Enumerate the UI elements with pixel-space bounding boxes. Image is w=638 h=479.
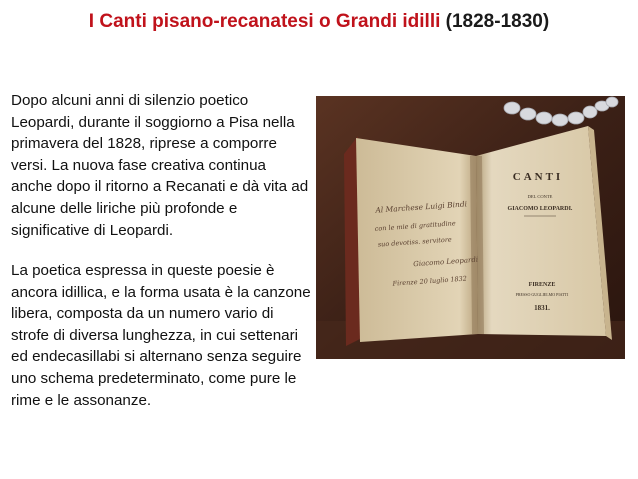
book-year: 1831. [534, 304, 550, 312]
paragraph-intro: Dopo alcuni anni di silenzio poetico Leopardi, durante il soggiorno a Pisa nella primavera del 1828, riprese a comporre versi. La nuova fase creativa continua anche dopo il ritorno a Recanati e dà vita ad alcune delle liriche più profonde e significative di Leopardi. [11, 92, 309, 239]
book-line-small: DEL CONTE [527, 194, 553, 199]
svg-text:Firenze 20 luglio 1832: Firenze 20 luglio 1832 [392, 274, 468, 288]
slide-title [0, 10, 638, 34]
title-main: I Canti pisano-recanatesi o Grandi idilli [88, 11, 441, 32]
book-title: CANTI [512, 171, 564, 183]
svg-text:Giacomo Leopardi: Giacomo Leopardi [412, 255, 479, 269]
book-city: FIRENZE [528, 282, 556, 288]
svg-text:Al Marchese Luigi Bindi: Al Marchese Luigi Bindi [375, 199, 468, 215]
title-years: (1828-1830) [445, 11, 550, 32]
book-printer: PRESSO GUGLIELMO PIATTI [515, 292, 569, 297]
svg-text:suo devotiss. servitore: suo devotiss. servitore [377, 235, 453, 249]
paragraph-poetics: La poetica espressa in queste poesie è ancora idillica, e la forma usata è la canzone libera, composta da un numero vario di strofe di diversa lunghezza, in cui settenari ed endecasillabi si alternano senza seguire uno schema predeterminato, come pure le rime e le assonanze. [11, 262, 311, 409]
book-author: GIACOMO LEOPARDI. [507, 206, 573, 212]
book-photo [316, 96, 625, 359]
svg-text:con le mie di gratitudine: con le mie di gratitudine [374, 219, 456, 233]
